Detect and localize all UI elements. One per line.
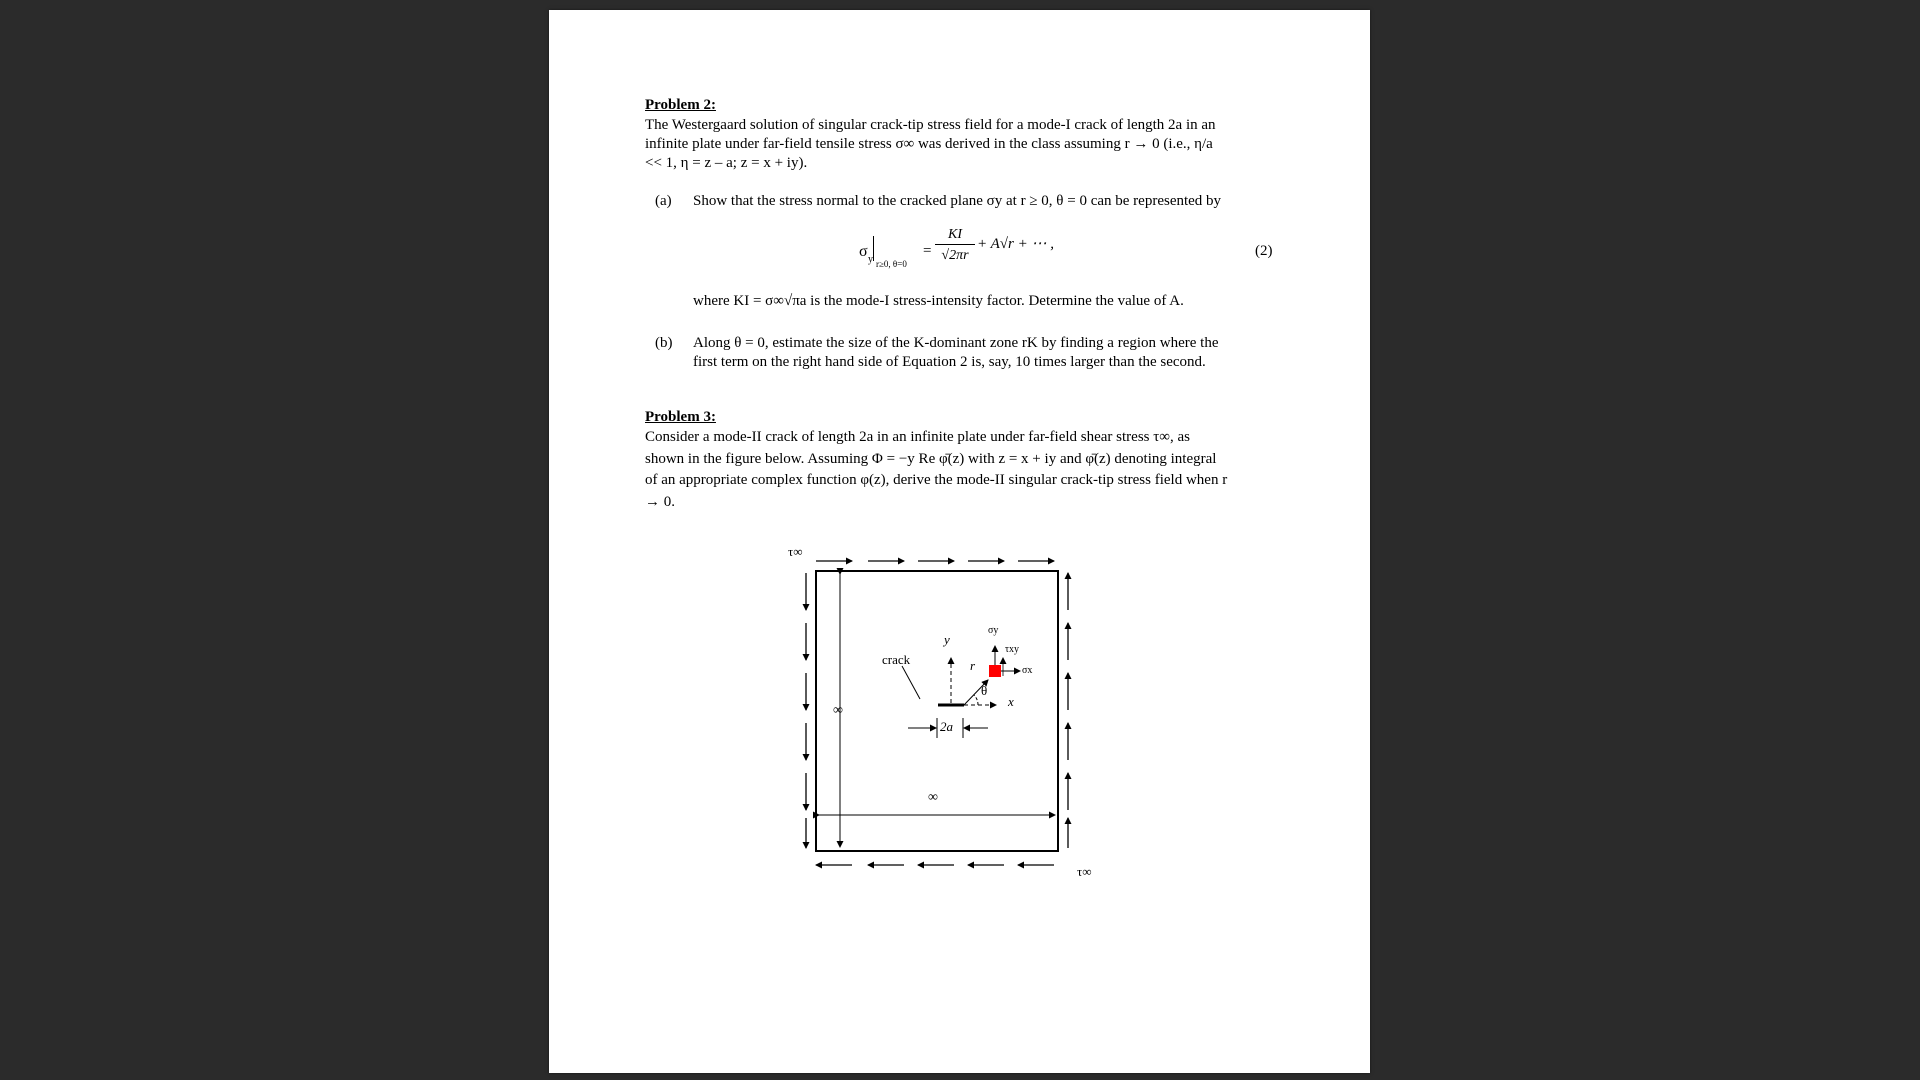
theta-label: θ: [981, 683, 988, 698]
mode-ii-crack-figure: [788, 528, 1138, 878]
problem-3-line: shown in the figure below. Assuming Φ = −y Re φ̄(z) with z = x + iy and φ̄(z) denoting integral: [645, 450, 1217, 467]
equation-numerator: KI: [948, 227, 962, 242]
equation-number: (2): [1255, 243, 1273, 259]
tau-xy-label: τxy: [1005, 644, 1020, 655]
document-page: [549, 10, 1370, 1073]
problem-2-intro: [645, 116, 1275, 173]
y-axis-label: y: [944, 632, 950, 647]
evaluation-bar: [873, 236, 874, 261]
part-a-where: where KI = σ∞√πa is the mode-I stress-intensity factor. Determine the value of A.: [693, 293, 1184, 309]
problem-3-line: Consider a mode-II crack of length 2a in an infinite plate under far-field shear stress τ∞, as: [645, 429, 1190, 445]
equation-denominator: √2πr: [941, 248, 969, 263]
r-label: r: [970, 658, 976, 673]
tau-top-left-label: τ∞: [788, 544, 803, 559]
problem-2-intro-line: The Westergaard solution of singular crack-tip stress field for a mode-I crack of length 2a in an: [645, 117, 1216, 133]
crack-leader: [902, 666, 920, 699]
crack-label: crack: [882, 652, 911, 667]
equation-remainder: + A√r + ⋯ ,: [977, 236, 1054, 252]
crack-length-label: 2a: [940, 719, 953, 734]
sigma-x-label: σx: [1022, 665, 1033, 676]
problem-2-intro-line: << 1, η = z – a; z = x + iy).: [645, 155, 808, 171]
equation-sigma: σ: [859, 243, 868, 260]
equation-sub-y: y: [868, 254, 873, 265]
tau-bottom-right-label: τ∞: [1077, 864, 1092, 879]
equation-equals: =: [923, 243, 932, 259]
part-b-label: (b): [655, 335, 673, 351]
problem-3-text: [645, 427, 1275, 513]
x-axis-label: x: [1008, 694, 1014, 709]
plate-outline: [816, 571, 1058, 851]
problem-3-heading: Problem 3:: [645, 409, 716, 425]
part-a-label: (a): [655, 193, 672, 209]
theta-arc: [974, 695, 978, 705]
sigma-y-label: σy: [988, 625, 999, 636]
equation-2: [859, 220, 1159, 280]
part-b-text: [693, 334, 1275, 372]
infinity-vertical-label: ∞: [833, 703, 843, 718]
equation-eval-at: r≥0, θ=0: [876, 259, 907, 269]
part-a-text: Show that the stress normal to the cracked plane σy at r ≥ 0, θ = 0 can be represented by: [693, 193, 1222, 209]
part-b-line: first term on the right hand side of Equation 2 is, say, 10 times larger than the second.: [693, 354, 1206, 370]
infinity-dimension-lines: [819, 574, 1055, 847]
problem-2-heading: Problem 2:: [645, 97, 716, 113]
problem-3-line: → 0.: [645, 493, 675, 510]
part-b-line: Along θ = 0, estimate the size of the K-dominant zone rK by finding a region where the: [693, 335, 1219, 351]
fraction-bar: [935, 244, 975, 245]
problem-3-line: of an appropriate complex function φ(z), derive the mode-II singular crack-tip stress field when r: [645, 472, 1228, 488]
infinity-horizontal-label: ∞: [928, 790, 938, 805]
problem-2-intro-line: infinite plate under far-field tensile stress σ∞ was derived in the class assuming r → 0 (i.e., η/a: [645, 136, 1213, 152]
stress-element: [989, 665, 1001, 677]
